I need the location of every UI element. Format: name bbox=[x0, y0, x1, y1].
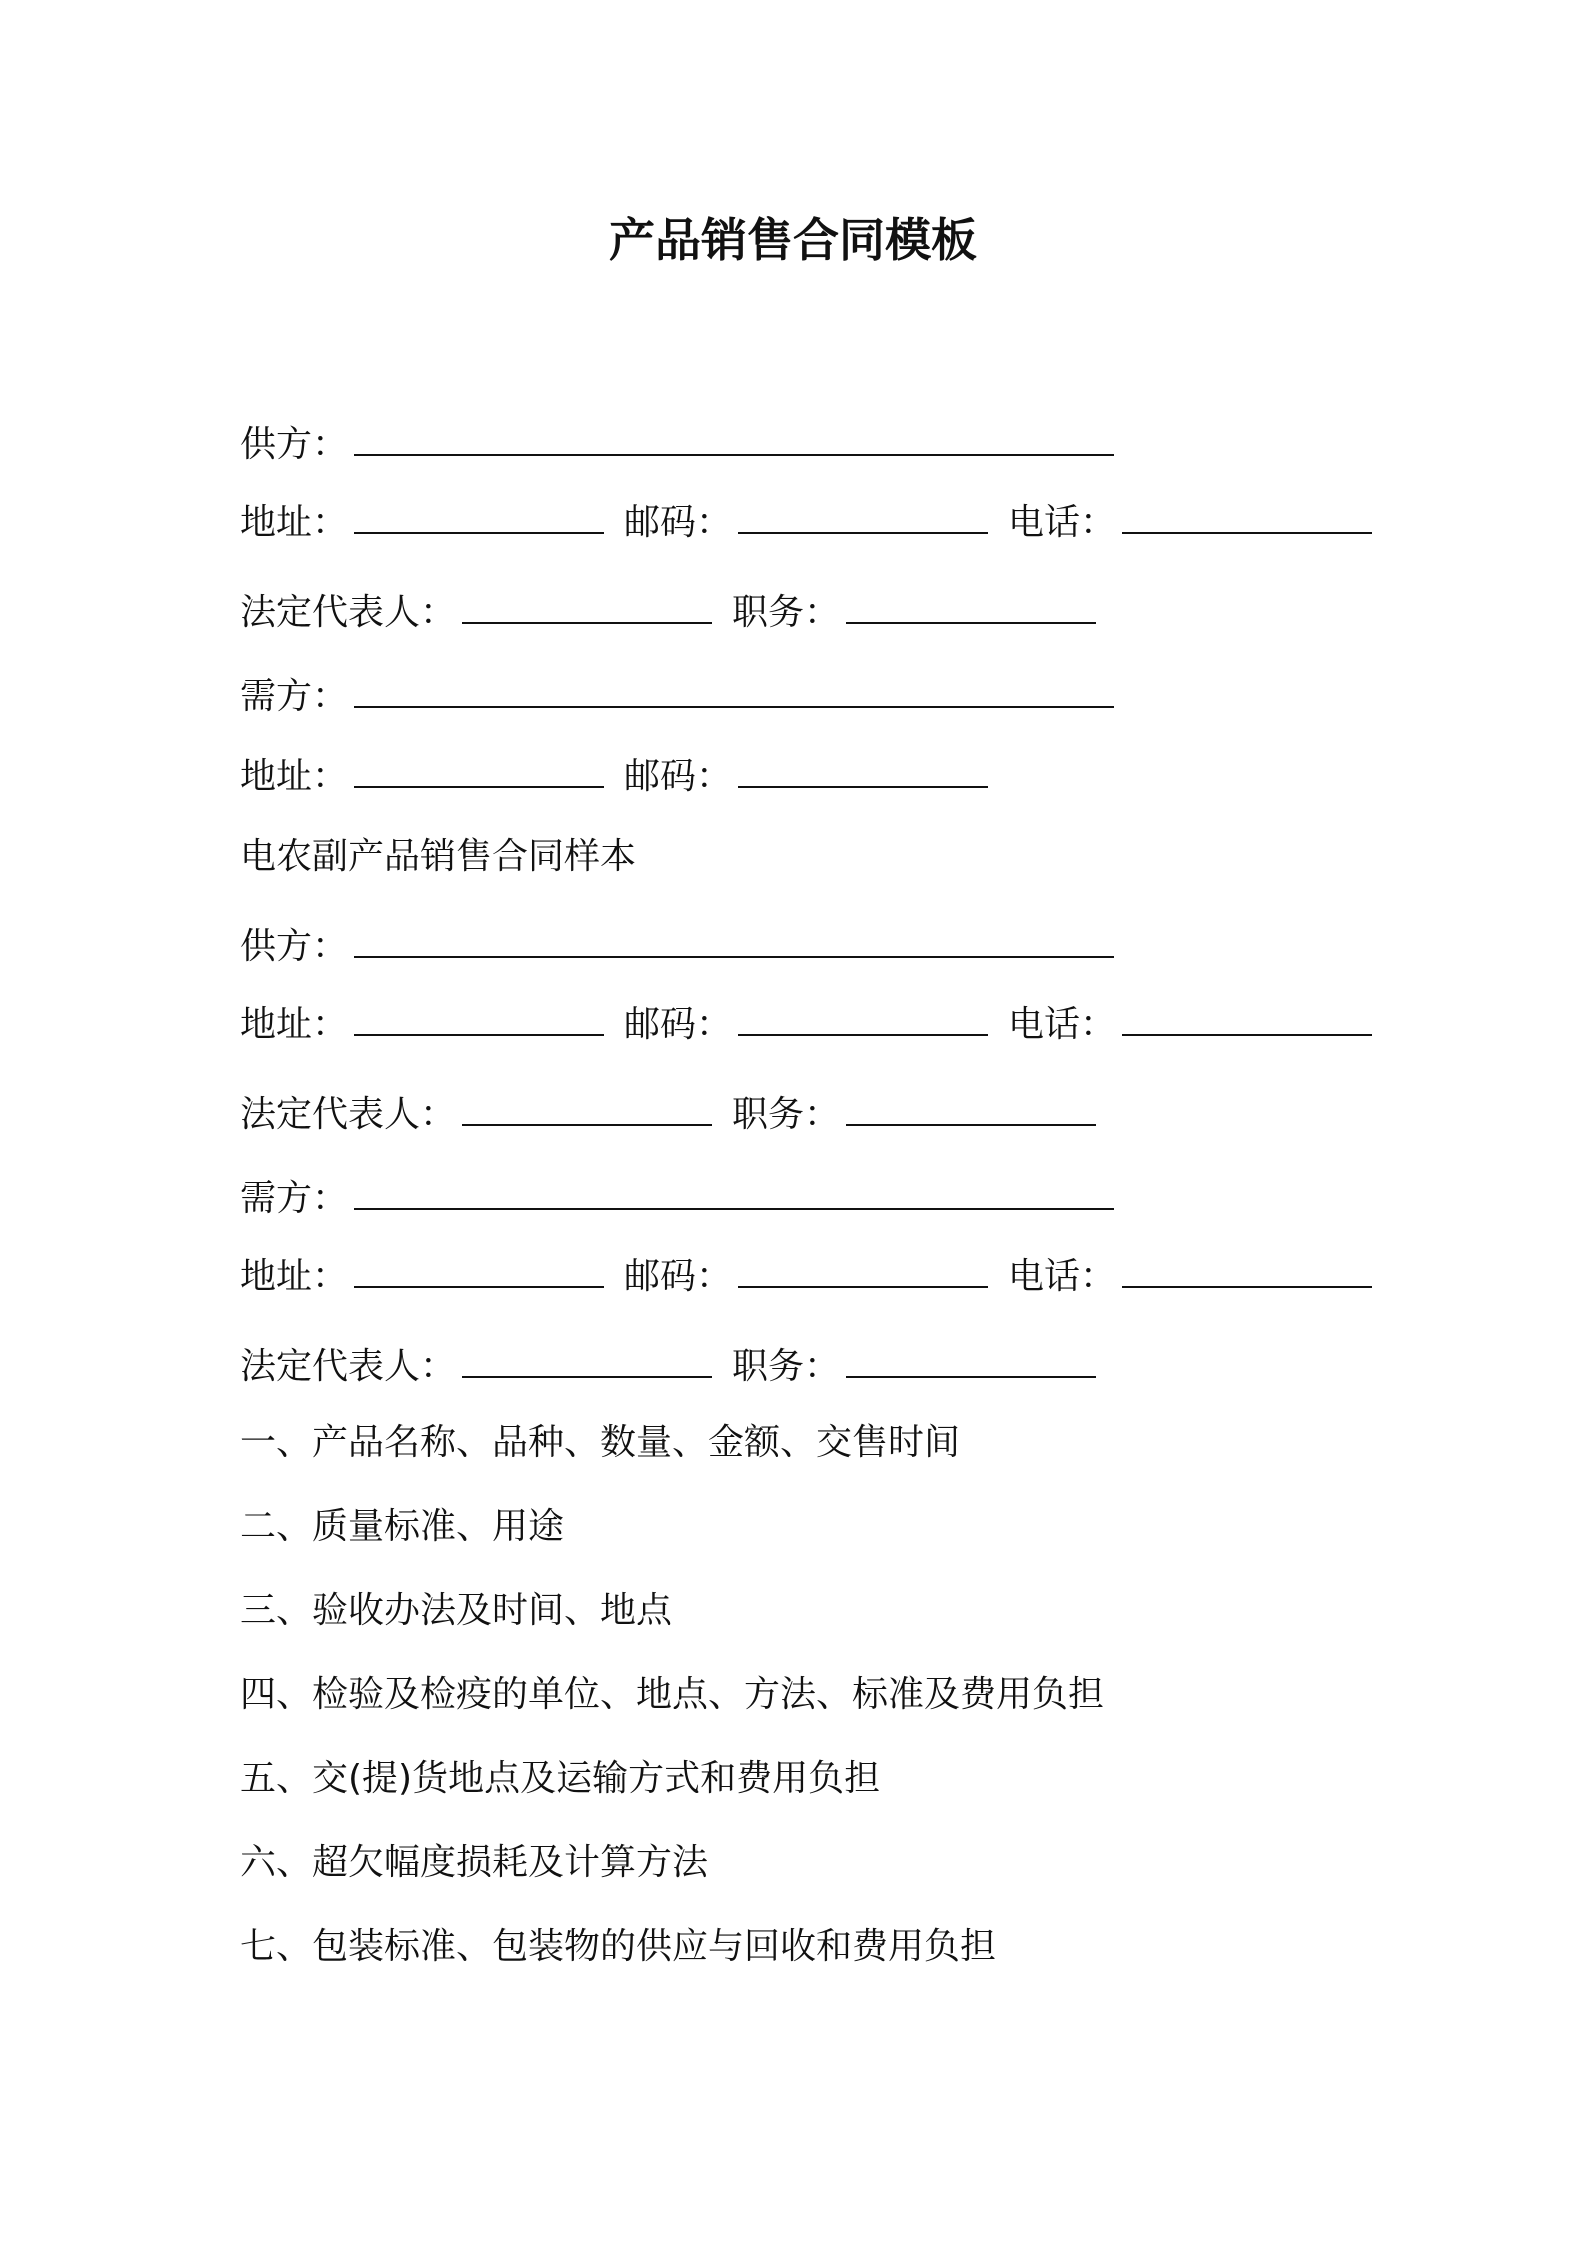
legal-rep-label: 法定代表人： bbox=[240, 1094, 457, 1135]
buyer-label: 需方： bbox=[240, 676, 349, 717]
supplier-phone-field[interactable] bbox=[1122, 496, 1372, 534]
sample-supplier-rep-line bbox=[240, 1088, 1096, 1138]
clause-item: 七、包装标准、包装物的供应与回收和费用负担 bbox=[240, 1926, 997, 1967]
sample-buyer-position-field[interactable] bbox=[846, 1340, 1096, 1378]
sample-buyer-postcode-group bbox=[624, 1250, 988, 1302]
sample-supplier-legal-rep-group bbox=[240, 1088, 712, 1140]
sample-supplier-legal-rep-field[interactable] bbox=[462, 1088, 712, 1126]
sample-buyer-position-group bbox=[732, 1340, 1096, 1392]
sample-supplier-address-field[interactable] bbox=[354, 998, 604, 1036]
supplier-position-field[interactable] bbox=[846, 586, 1096, 624]
clause-item: 五、交(提)货地点及运输方式和费用负担 bbox=[240, 1758, 881, 1799]
supplier-name-field[interactable] bbox=[354, 418, 1114, 456]
sample-buyer-address-group bbox=[240, 1250, 604, 1302]
phone-label: 电话： bbox=[1008, 1256, 1117, 1297]
clause-item: 一、产品名称、品种、数量、金额、交售时间 bbox=[240, 1422, 961, 1463]
postcode-label: 邮码： bbox=[624, 502, 733, 543]
buyer-name-field[interactable] bbox=[354, 670, 1114, 708]
supplier-phone-group bbox=[1008, 496, 1372, 548]
buyer-line bbox=[240, 670, 1114, 720]
supplier-rep-line bbox=[240, 586, 1096, 636]
sample-supplier-phone-field[interactable] bbox=[1122, 998, 1372, 1036]
supplier-label: 供方： bbox=[240, 424, 349, 465]
sample-supplier-position-group bbox=[732, 1088, 1096, 1140]
supplier-address-group bbox=[240, 496, 604, 548]
address-label: 地址： bbox=[240, 1004, 349, 1045]
sample-supplier-name-field[interactable] bbox=[354, 920, 1114, 958]
position-label: 职务： bbox=[732, 1094, 841, 1135]
postcode-label: 邮码： bbox=[624, 1004, 733, 1045]
supplier-label: 供方： bbox=[240, 926, 349, 967]
supplier-legal-rep-field[interactable] bbox=[462, 586, 712, 624]
sample-supplier-phone-group bbox=[1008, 998, 1372, 1050]
postcode-label: 邮码： bbox=[624, 756, 733, 797]
buyer-label: 需方： bbox=[240, 1178, 349, 1219]
phone-label: 电话： bbox=[1008, 502, 1117, 543]
position-label: 职务： bbox=[732, 1346, 841, 1387]
address-label: 地址： bbox=[240, 502, 349, 543]
sample-supplier-postcode-field[interactable] bbox=[738, 998, 988, 1036]
address-label: 地址： bbox=[240, 756, 349, 797]
sample-supplier-contact-line bbox=[240, 998, 1372, 1048]
supplier-contact-line bbox=[240, 496, 1372, 546]
address-label: 地址： bbox=[240, 1256, 349, 1297]
clause-item: 六、超欠幅度损耗及计算方法 bbox=[240, 1842, 709, 1883]
sample-buyer-legal-rep-group bbox=[240, 1340, 712, 1392]
sample-supplier-postcode-group bbox=[624, 998, 988, 1050]
buyer-postcode-field[interactable] bbox=[738, 750, 988, 788]
sample-buyer-postcode-field[interactable] bbox=[738, 1250, 988, 1288]
position-label: 职务： bbox=[732, 592, 841, 633]
sample-buyer-rep-line bbox=[240, 1340, 1096, 1390]
supplier-postcode-field[interactable] bbox=[738, 496, 988, 534]
sample-supplier-line bbox=[240, 920, 1114, 970]
supplier-position-group bbox=[732, 586, 1096, 638]
sample-buyer-phone-group bbox=[1008, 1250, 1372, 1302]
buyer-contact-line bbox=[240, 750, 988, 800]
document-title: 产品销售合同模板 bbox=[609, 213, 977, 267]
postcode-label: 邮码： bbox=[624, 1256, 733, 1297]
sample-buyer-line bbox=[240, 1172, 1114, 1222]
buyer-address-group bbox=[240, 750, 604, 802]
sample-buyer-phone-field[interactable] bbox=[1122, 1250, 1372, 1288]
phone-label: 电话： bbox=[1008, 1004, 1117, 1045]
sample-supplier-address-group bbox=[240, 998, 604, 1050]
sample-buyer-legal-rep-field[interactable] bbox=[462, 1340, 712, 1378]
sample-heading: 电农副产品销售合同样本 bbox=[240, 836, 637, 877]
legal-rep-label: 法定代表人： bbox=[240, 592, 457, 633]
supplier-legal-rep-group bbox=[240, 586, 712, 638]
sample-buyer-name-field[interactable] bbox=[354, 1172, 1114, 1210]
buyer-postcode-group bbox=[624, 750, 988, 802]
legal-rep-label: 法定代表人： bbox=[240, 1346, 457, 1387]
supplier-line bbox=[240, 418, 1114, 468]
supplier-address-field[interactable] bbox=[354, 496, 604, 534]
buyer-address-field[interactable] bbox=[354, 750, 604, 788]
sample-buyer-address-field[interactable] bbox=[354, 1250, 604, 1288]
sample-supplier-position-field[interactable] bbox=[846, 1088, 1096, 1126]
clause-item: 三、验收办法及时间、地点 bbox=[240, 1590, 673, 1631]
clause-item: 四、检验及检疫的单位、地点、方法、标准及费用负担 bbox=[240, 1674, 1105, 1715]
supplier-postcode-group bbox=[624, 496, 988, 548]
sample-buyer-contact-line bbox=[240, 1250, 1372, 1300]
clause-item: 二、质量标准、用途 bbox=[240, 1506, 565, 1547]
